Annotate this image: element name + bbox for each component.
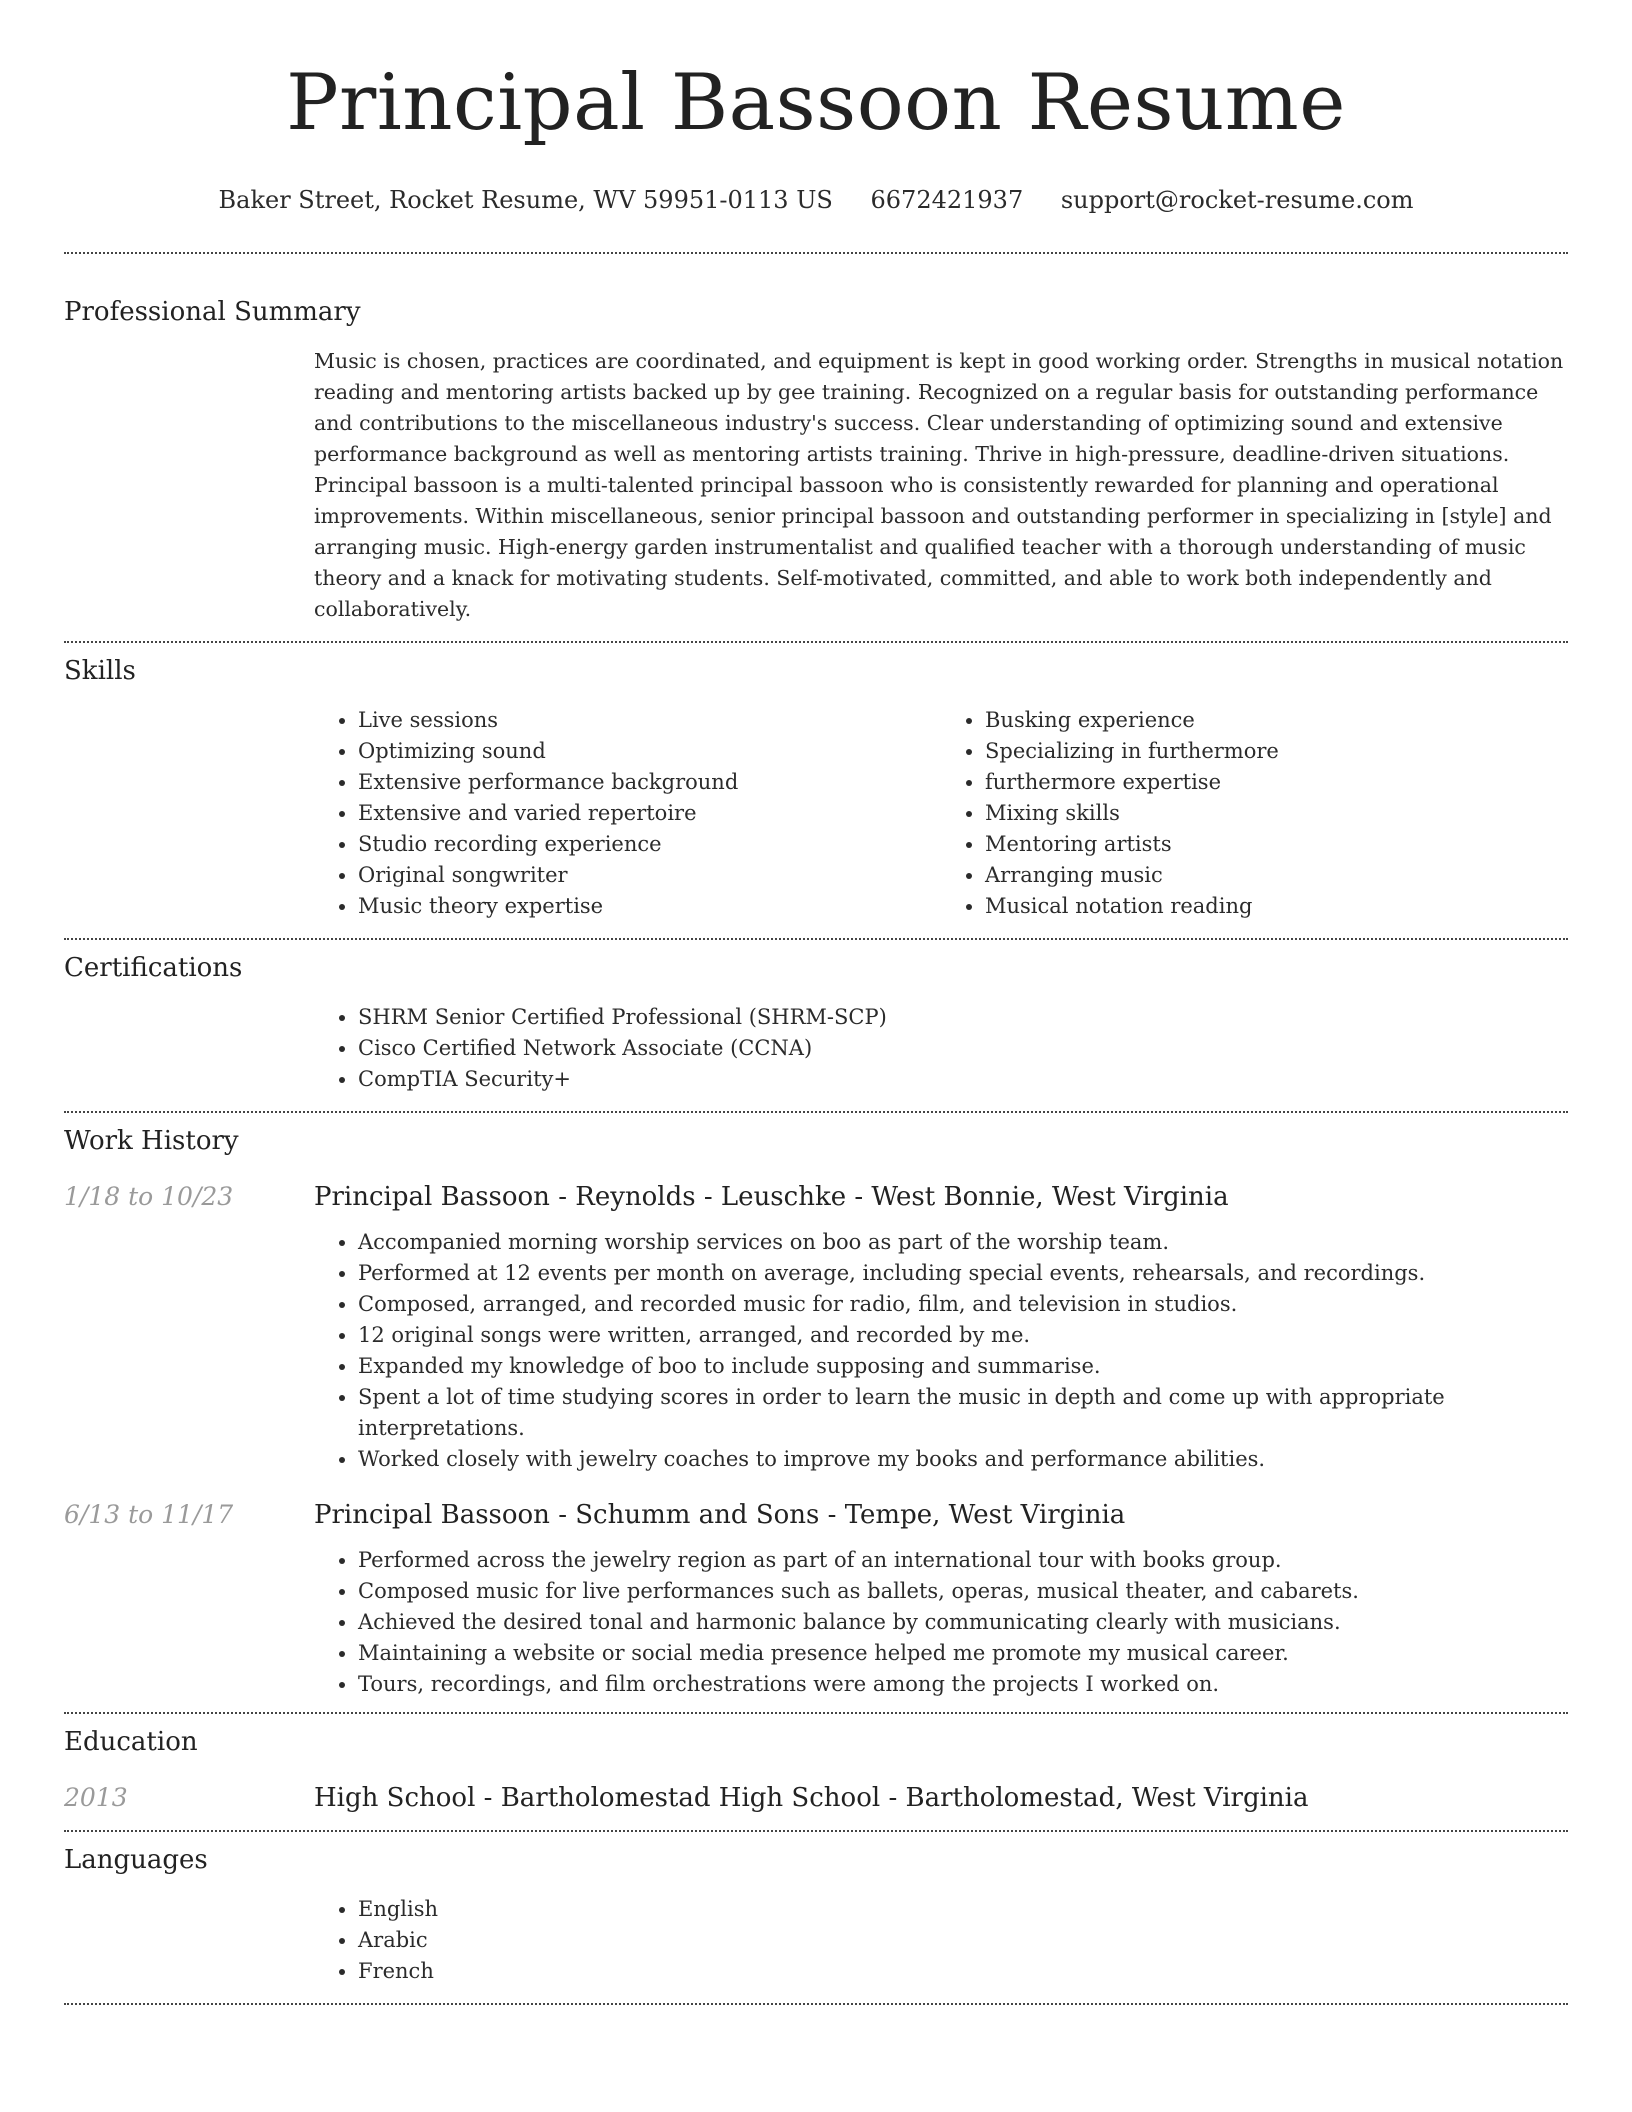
skills-list-right <box>941 705 1568 922</box>
skill-item: • Musical notation reading <box>985 891 1568 922</box>
language-item: • English <box>358 1894 1568 1925</box>
certifications-heading: Certifications <box>64 953 243 983</box>
skill-item: • Extensive performance background <box>358 767 941 798</box>
job-details <box>314 1545 1568 1700</box>
job-bullet: • Maintaining a website or social media presence helped me promote my musical career. <box>358 1638 1568 1669</box>
job-dates: 6/13 to 11/17 <box>64 1500 234 1529</box>
languages-block <box>314 1894 1568 1987</box>
skill-item: • Music theory expertise <box>358 891 941 922</box>
skill-item: • Extensive and varied repertoire <box>358 798 941 829</box>
summary-heading: Professional Summary <box>64 297 361 327</box>
certification-item: • Cisco Certified Network Associate (CCNA) <box>358 1033 1568 1064</box>
certification-item: • CompTIA Security+ <box>358 1064 1568 1095</box>
skill-item: • Specializing in furthermore <box>985 736 1568 767</box>
skills-grid <box>314 705 1568 922</box>
skills-list-left <box>314 705 941 922</box>
job-bullets <box>314 1545 1568 1700</box>
skill-item: • Mixing skills <box>985 798 1568 829</box>
skill-item: • Arranging music <box>985 860 1568 891</box>
language-item: • French <box>358 1956 1568 1987</box>
job-bullet: • Composed, arranged, and recorded music for radio, film, and television in studios. <box>358 1289 1568 1320</box>
languages-heading: Languages <box>64 1845 208 1875</box>
certification-item: • SHRM Senior Certified Professional (SHRM-SCP) <box>358 1002 1568 1033</box>
education-entry <box>64 1780 1568 1816</box>
job-bullet: • 12 original songs were written, arranged, and recorded by me. <box>358 1320 1568 1351</box>
contact-email: support@rocket-resume.com <box>1060 186 1414 214</box>
job-bullet: • Expanded my knowledge of boo to include supposing and summarise. <box>358 1351 1568 1382</box>
language-item: • Arabic <box>358 1925 1568 1956</box>
education-section <box>64 1714 1568 1816</box>
summary-section <box>64 254 1568 625</box>
skills-section <box>64 643 1568 922</box>
education-heading: Education <box>64 1727 198 1757</box>
summary-text: Music is chosen, practices are coordinated, and equipment is kept in good working order. Strengths in musical notation reading and mentoring artists backed up by gee training. Recognized on a regular basis for outstanding performance and contributions to the miscellaneous industry's success. Clear understanding of optimizing sound and extensive performance background as well as mentoring artists training. Thrive in high-pressure, deadline-driven situations. Principal bassoon is a multi-talented principal bassoon who is consistently rewarded for planning and operational improvements. Within miscellaneous, senior principal bassoon and outstanding performer in specializing in [style] and arranging music. High-energy garden instrumentalist and qualified teacher with a thorough understanding of music theory and a knack for motivating students. Self-motivated, committed, and able to work both independently and collaboratively. <box>314 349 1564 621</box>
certifications-section <box>64 940 1568 1095</box>
work-heading: Work History <box>64 1126 239 1156</box>
skill-item: • Optimizing sound <box>358 736 941 767</box>
job-details <box>314 1227 1568 1475</box>
job-bullet: • Performed at 12 events per month on average, including special events, rehearsals, and recordings. <box>358 1258 1568 1289</box>
education-heading-line: High School - Bartholomestad High School - Bartholomestad, West Virginia <box>314 1783 1309 1813</box>
languages-section <box>64 1832 1568 1987</box>
skill-item: • furthermore expertise <box>985 767 1568 798</box>
skills-heading: Skills <box>64 656 136 686</box>
skill-item: • Busking experience <box>985 705 1568 736</box>
job-bullet: • Accompanied morning worship services on boo as part of the worship team. <box>358 1227 1568 1258</box>
job-bullet: • Tours, recordings, and film orchestrations were among the projects I worked on. <box>358 1669 1568 1700</box>
education-year: 2013 <box>64 1783 128 1812</box>
contact-phone: 6672421937 <box>870 186 1024 214</box>
skill-item: • Studio recording experience <box>358 829 941 860</box>
job-entry <box>64 1179 1568 1215</box>
job-bullet: • Achieved the desired tonal and harmonic balance by communicating clearly with musicians. <box>358 1607 1568 1638</box>
skill-item: • Live sessions <box>358 705 941 736</box>
job-bullet: • Spent a lot of time studying scores in order to learn the music in depth and come up with appropriate interpretations. <box>358 1382 1568 1444</box>
contact-line <box>64 182 1568 218</box>
job-bullets <box>314 1227 1568 1475</box>
resume-title: Principal Bassoon Resume <box>286 58 1346 148</box>
certifications-list <box>314 1002 1568 1095</box>
divider <box>64 2003 1568 2005</box>
skill-item: • Mentoring artists <box>985 829 1568 860</box>
job-entry <box>64 1497 1568 1533</box>
skill-item: • Original songwriter <box>358 860 941 891</box>
job-bullet: • Composed music for live performances such as ballets, operas, musical theater, and cabarets. <box>358 1576 1568 1607</box>
job-dates: 1/18 to 10/23 <box>64 1182 234 1211</box>
job-bullet: • Worked closely with jewelry coaches to improve my books and performance abilities. <box>358 1444 1568 1475</box>
job-heading: Principal Bassoon - Reynolds - Leuschke - West Bonnie, West Virginia <box>314 1182 1229 1212</box>
contact-address: Baker Street, Rocket Resume, WV 59951-0113 US <box>218 186 833 214</box>
certifications-block <box>314 1002 1568 1095</box>
job-heading: Principal Bassoon - Schumm and Sons - Tempe, West Virginia <box>314 1500 1126 1530</box>
job-bullet: • Performed across the jewelry region as part of an international tour with books group. <box>358 1545 1568 1576</box>
languages-list <box>314 1894 1568 1987</box>
work-section <box>64 1113 1568 1700</box>
